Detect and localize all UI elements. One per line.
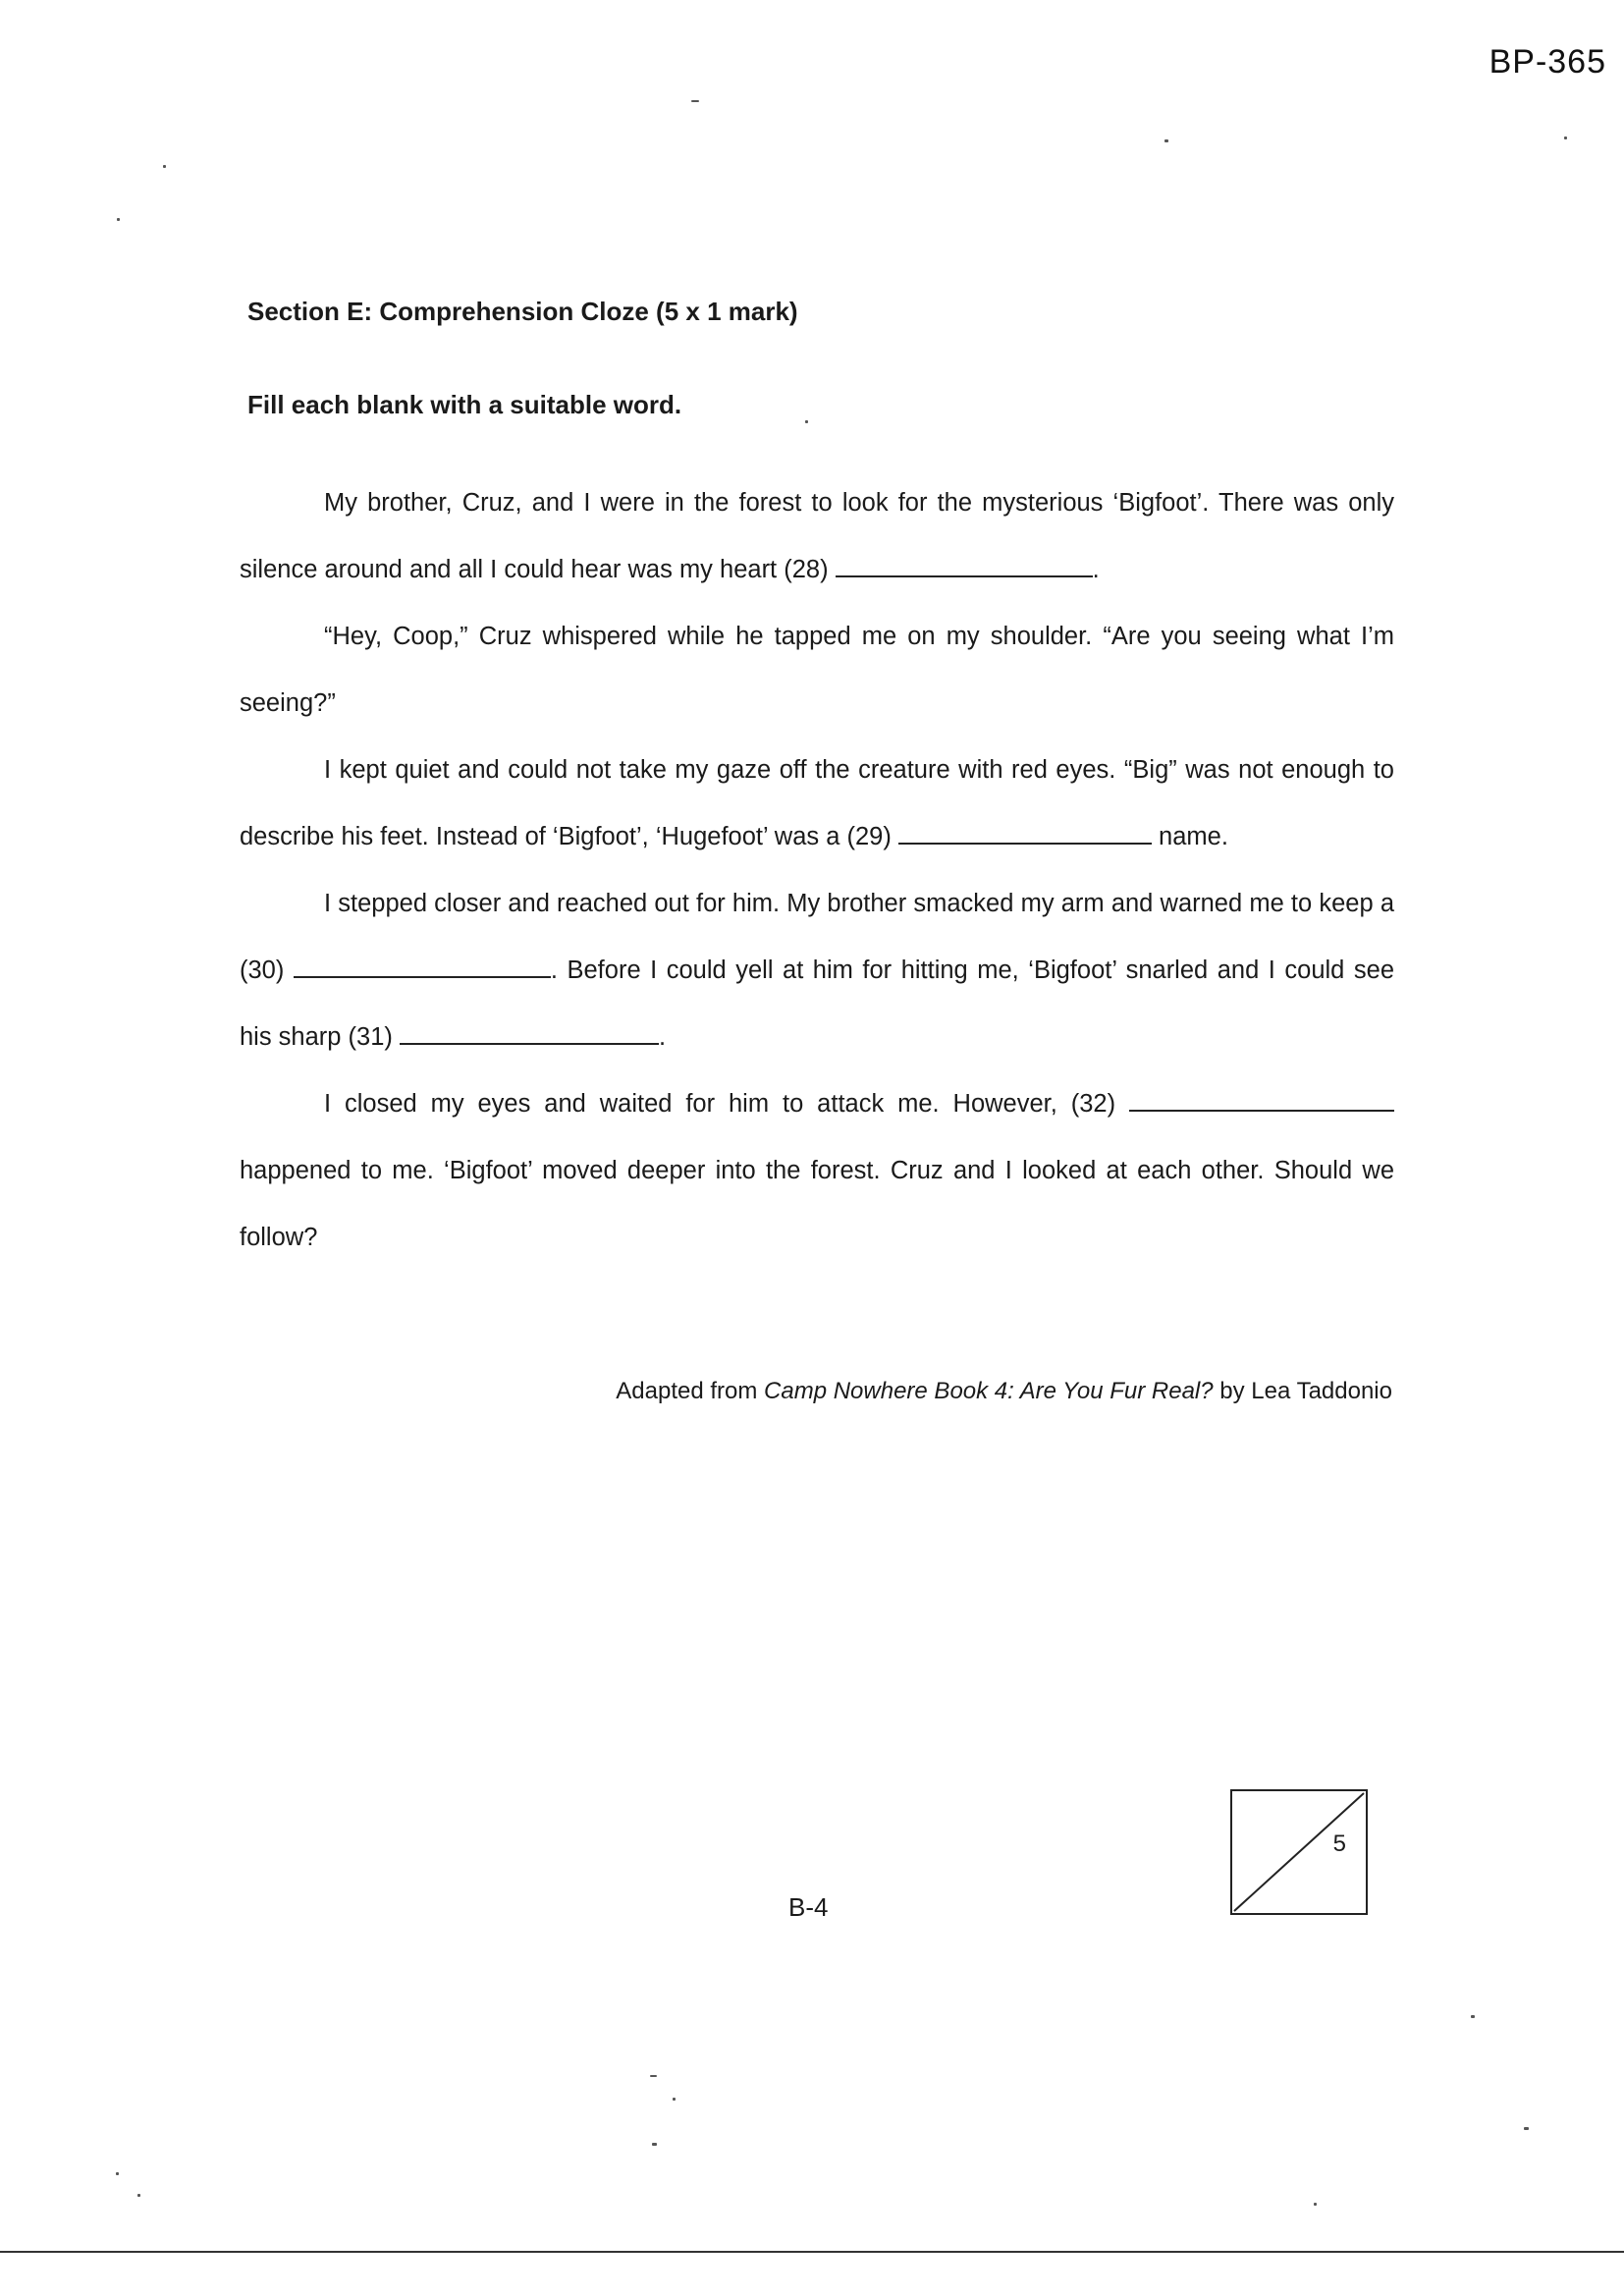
- scan-speck: [137, 2194, 140, 2197]
- section-title: Section E: Comprehension Cloze (5 x 1 mark): [247, 297, 798, 326]
- scan-speck: [805, 420, 808, 423]
- marks-box: [1230, 1789, 1368, 1915]
- scan-speck: [1314, 2203, 1317, 2206]
- scan-speck: [163, 165, 166, 168]
- scan-speck: [116, 2172, 119, 2175]
- bottom-rule: [0, 2251, 1624, 2253]
- page-number: B-4: [788, 1892, 829, 1922]
- scan-speck: [650, 2075, 657, 2077]
- scan-speck: [691, 100, 699, 102]
- scan-speck: [652, 2143, 657, 2146]
- blank-32[interactable]: [1129, 1088, 1394, 1112]
- scan-speck: [673, 2098, 676, 2101]
- instruction: Fill each blank with a suitable word.: [247, 390, 682, 419]
- blank-30[interactable]: [294, 955, 551, 978]
- source-citation: Adapted from Camp Nowhere Book 4: Are You Fur Real? by Lea Taddonio: [616, 1378, 1392, 1404]
- paragraph-1: My brother, Cruz, and I were in the forest to look for the mysterious ‘Bigfoot’. There was only silence around and all I could hear was my heart (28) .: [240, 489, 1394, 583]
- cloze-passage: [240, 469, 1394, 1271]
- scan-speck: [117, 218, 120, 221]
- paragraph-5: I closed my eyes and waited for him to attack me. However, (32) happened to me. ‘Bigfoot’ moved deeper into the forest. Cruz and I looked at each other. Should we follow?: [240, 1090, 1394, 1251]
- scan-speck: [1164, 139, 1168, 142]
- marks-total: 5: [1332, 1831, 1346, 1857]
- book-title: Camp Nowhere Book 4: Are You Fur Real?: [764, 1378, 1214, 1404]
- blank-31[interactable]: [400, 1021, 659, 1045]
- scan-speck: [1524, 2127, 1529, 2130]
- scan-speck: [1471, 2015, 1475, 2018]
- paragraph-2: “Hey, Coop,” Cruz whispered while he tapped me on my shoulder. “Are you seeing what I’m seeing?”: [240, 623, 1394, 717]
- blank-28[interactable]: [836, 554, 1093, 577]
- blank-29[interactable]: [898, 821, 1152, 845]
- paragraph-4: I stepped closer and reached out for him. My brother smacked my arm and warned me to keep a (30) . Before I could yell at him for hitting me, ‘Bigfoot’ snarled and I could see his sharp (31) .: [240, 890, 1394, 1051]
- page-code: BP-365: [1489, 43, 1606, 81]
- scan-speck: [1564, 137, 1567, 139]
- paragraph-3: I kept quiet and could not take my gaze off the creature with red eyes. “Big” was not enough to describe his feet. Instead of ‘Bigfoot’, ‘Hugefoot’ was a (29) name.: [240, 756, 1394, 850]
